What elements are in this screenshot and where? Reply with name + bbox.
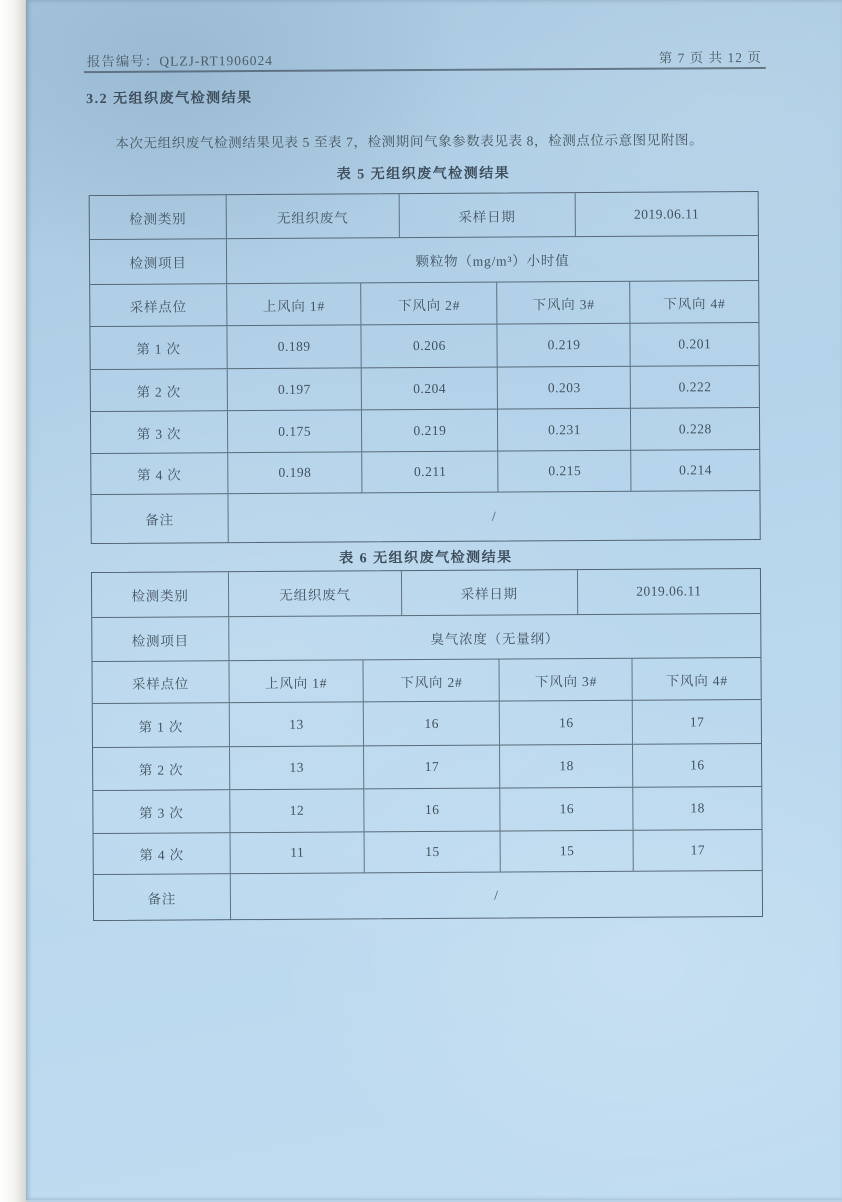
cell-label: 采样日期 [402, 570, 578, 615]
cell-value: 17 [690, 842, 706, 858]
table-row [93, 744, 761, 791]
cell-value: 0.203 [498, 367, 631, 409]
cell-value: 16 [500, 701, 633, 745]
cell-value: 0.201 [678, 336, 712, 352]
table6-title: 表 6 无组织废气检测结果 [339, 550, 513, 567]
cell-label: 检测项目 [92, 617, 229, 661]
cell-value: 16 [501, 788, 634, 831]
cell-value: 2019.06.11 [633, 205, 700, 222]
cell-value: 0.219 [362, 410, 499, 452]
cell-label: 检测项目 [90, 239, 227, 284]
cell-label: 备注 [94, 874, 231, 920]
cell-label: 采样日期 [400, 193, 576, 237]
cell-value: 16 [364, 702, 501, 746]
cell-label: 第 4 次 [91, 453, 228, 494]
section-heading: 3.2 无组织废气检测结果 [86, 91, 253, 108]
cell-label: 第 2 次 [93, 747, 230, 790]
page-number: 第 7 页 共 12 页 [658, 49, 762, 66]
report-number: 报告编号：QLZJ-RT1906024 [86, 52, 274, 70]
cell-value: 下风向 2# [364, 660, 501, 702]
cell-value: 16 [690, 757, 705, 773]
cell-value: 0.231 [498, 409, 631, 451]
cell-value: 0.222 [678, 378, 712, 394]
cell-label: 第 1 次 [90, 326, 227, 369]
cell-value: 0.204 [362, 368, 499, 410]
cell-label: 第 1 次 [93, 703, 230, 747]
cell-value: 0.206 [362, 325, 499, 368]
cell-label: 采样点位 [90, 284, 227, 326]
cell-value: 15 [501, 831, 634, 872]
paper-sheet [26, 0, 842, 1200]
cell-value: 下风向 3# [500, 659, 633, 701]
cell-value: 0.215 [499, 451, 632, 492]
table-row [92, 658, 760, 704]
cell-label: 检测类别 [90, 195, 227, 239]
cell-value: 17 [364, 746, 501, 789]
table5-title: 表 5 无组织废气检测结果 [336, 166, 511, 183]
cell-value: 16 [364, 789, 501, 832]
table-row [94, 871, 762, 920]
table-row [93, 787, 761, 834]
table-row [92, 614, 760, 662]
table-5 [89, 191, 761, 544]
cell-value: 上风向 1# [227, 283, 362, 325]
cell-value: 0.211 [362, 452, 499, 493]
cell-value: 0.219 [498, 324, 631, 367]
cell-value: 0.228 [678, 420, 712, 436]
cell-value: 12 [230, 789, 365, 832]
cell-value: 0.198 [228, 452, 363, 493]
cell-label: 第 2 次 [91, 369, 228, 411]
table-row [91, 408, 759, 454]
cell-value: 18 [500, 745, 633, 788]
table-row [90, 323, 758, 370]
cell-value: 0.214 [679, 462, 712, 478]
table-row [90, 236, 758, 285]
cell-label: 第 3 次 [93, 790, 230, 833]
cell-label: 备注 [91, 494, 228, 543]
cell-value: 无组织废气 [227, 194, 400, 238]
page-content [25, 0, 842, 1202]
cell-label: 第 4 次 [94, 833, 231, 874]
table-row [93, 700, 761, 748]
cell-value: 11 [230, 832, 365, 873]
cell-value: 17 [689, 713, 705, 729]
cell-value: 下风向 4# [665, 672, 728, 689]
cell-value: 下风向 3# [498, 282, 631, 324]
cell-value: / [494, 887, 499, 903]
cell-value: 上风向 1# [229, 660, 364, 702]
cell-value: 臭气浓度（无量纲） [430, 630, 560, 647]
cell-value: 0.197 [228, 368, 363, 410]
cell-value: 2019.06.11 [636, 583, 702, 599]
cell-label: 采样点位 [92, 661, 229, 703]
cell-value: 下风向 4# [663, 295, 726, 312]
table-row [91, 366, 759, 412]
table-row [91, 450, 759, 495]
cell-value: 颗粒物（mg/m³）小时值 [415, 253, 570, 270]
cell-value: 0.175 [228, 410, 363, 452]
cell-value: 13 [230, 702, 365, 746]
table-row [90, 192, 758, 240]
table-row [92, 569, 760, 618]
cell-value: 15 [365, 832, 502, 873]
cell-value: 0.189 [227, 325, 362, 368]
intro-paragraph: 本次无组织废气检测结果见表 5 至表 7，检测期间气象参数表见表 8，检测点位示意图见附图。 [115, 132, 704, 151]
cell-value: 13 [230, 746, 365, 789]
cell-label: 检测类别 [92, 572, 229, 617]
cell-value: 18 [690, 800, 705, 816]
table-row [94, 830, 762, 875]
cell-label: 第 3 次 [91, 411, 228, 453]
cell-value: 无组织废气 [229, 571, 402, 616]
cell-value: / [491, 508, 497, 524]
table-6 [91, 568, 763, 921]
table-row [90, 281, 758, 327]
table-row [91, 491, 759, 543]
cell-value: 下风向 2# [361, 283, 498, 325]
